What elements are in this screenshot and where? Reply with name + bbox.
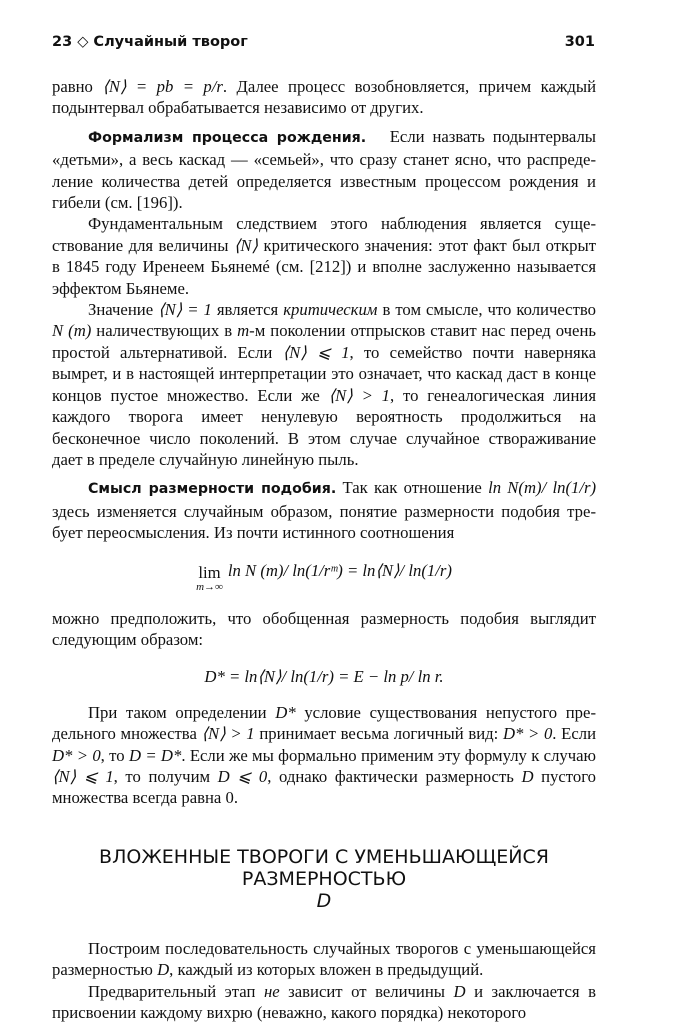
paragraph-similarity-dimension: Смысл размерности подобия. Так как отношение ln N(m)/ ln(1/r) здесь изменяется случайным образом, понятие размерности подобия требует переосмысления. Из почти истинного соотношения (52, 478, 597, 543)
section-title: 23 ◇ Случайный творог (52, 34, 248, 50)
paragraph-7: При таком определении D* условие существования непустого предельного множества ⟨N⟩ > 1 принимает весьма логичный вид: D* > 0. Если D* > 0, то D = D*. Если же мы формально применим эту формулу к случаю ⟨N⟩ ⩽ 1, то получим D ⩽ 0, однако фактически размерность D пустого множества всегда равна 0. (52, 702, 597, 808)
section-heading: ВЛОЖЕННЫЕ ТВОРОГИ С УМЕНЬШАЮЩЕЙСЯ РАЗМЕРНОСТЬЮ D (99, 845, 549, 912)
paragraph-1: равно ⟨N⟩ = pb = p/r. Далее процесс возобновляется, причем каждый подынтервал обрабатывается независимо от других. (52, 77, 597, 118)
page-number: 301 (564, 34, 595, 50)
emphasis: не (263, 981, 280, 1001)
paragraph-4: Значение ⟨N⟩ = 1 является критическим в том смысле, что количество N (m) наличествующих в m-м поколении отпрысков ставит нас перед очень простой альтернативой. Если ⟨N⟩ ⩽ 1, то семейство почти наверняка вымрет, и в настоящей интерпретации это означает, что каскад даст в конце концов пустое множество. Если же ⟨N⟩ > 1, то генеалогическая линия каждого творога имеет ненулевую вероятность продолжиться на бесконечное число поколений. В этом случае случайное створаживание дает в пределе случайную линейную пыль. (52, 300, 596, 469)
limit-operator: lim m→∞ (196, 562, 223, 593)
paragraph-birth-process: Формализм процесса рождения. Если назвать подынтервалы «детьми», а весь каскад — «семьей», что сразу станет ясно, что распределение количества детей определяется известным процессом рождения и гибели (см. [196]). (52, 126, 596, 213)
paragraph-8: Построим последовательность случайных творогов с уменьшающейся размерностью D, каждый из которых вложен в предыдущий. (52, 938, 596, 980)
paragraph-9: Предварительный этап не зависит от величины D и заключается в присвоении каждому вихрю (неважно, какого порядка) некоторого (52, 981, 596, 1022)
emphasis: критическим (283, 300, 378, 320)
run-in-heading: Смысл размерности подобия. (88, 481, 337, 498)
running-head (52, 34, 595, 50)
page-body (52, 76, 596, 1023)
equation-dimension: D* = ln⟨N⟩/ ln(1/r) = E − ln p/ ln r. (204, 667, 444, 687)
paragraph-6: можно предположить, что обобщенная размерность подобия выглядит следующим образом: (52, 608, 596, 649)
equation-limit: lim m→∞ ln N (m)/ ln(1/rᵐ) = ln⟨N⟩/ ln(1/r) (196, 560, 452, 593)
math-inline: ⟨N⟩ = pb = p/r (102, 77, 223, 96)
paragraph-3: Фундаментальным следствием этого наблюдения является существование для величины ⟨N⟩ критического значения: этот факт был открыт в 1845 году Иренеем Бьянемé (см. [212]) и вполне заслуженно называется эффектом Бьянеме. (52, 214, 597, 298)
run-in-heading: Формализм процесса рождения. (88, 129, 367, 146)
math-inline: ⟨N⟩ (233, 235, 259, 255)
